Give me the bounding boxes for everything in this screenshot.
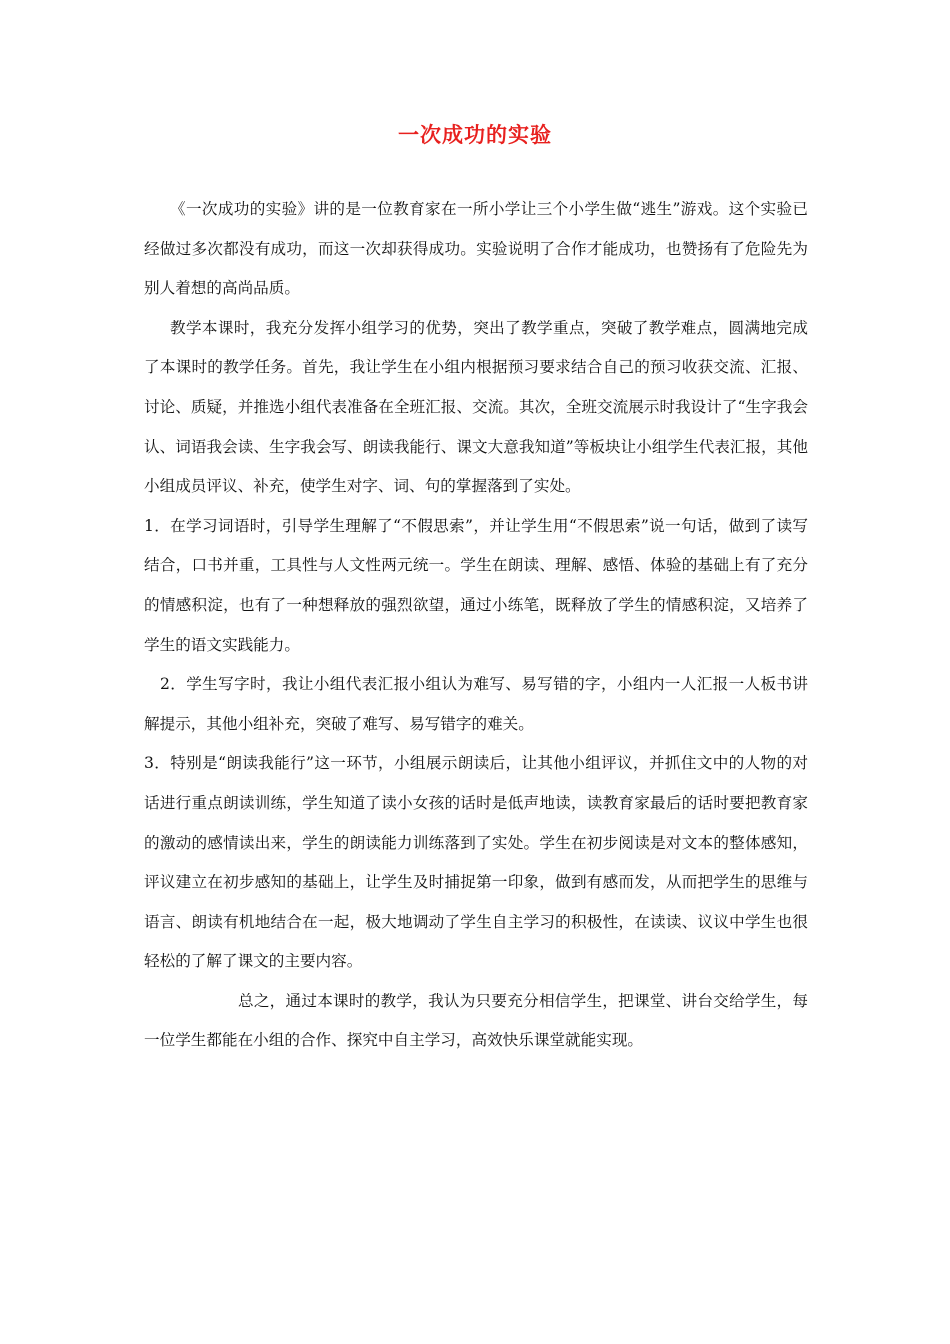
paragraph-point-3: 3．特别是“朗读我能行”这一环节，小组展示朗读后，让其他小组评议，并抓住文中的人物的对话进行重点朗读训练，学生知道了读小女孩的话时是低声地读，读教育家最后的话时要把教育家的激动的感情读出来，学生的朗读能力训练落到了实处。学生在初步阅读是对文本的整体感知，评议建立在初步感知的基础上，让学生及时捕捉第一印象，做到有感而发，从而把学生的思维与语言、朗读有机地结合在一起，极大地调动了学生自主学习的积极性，在读读、议议中学生也很轻松的了解了课文的主要内容。: [144, 754, 808, 971]
paragraph-point-1: 1．在学习词语时，引导学生理解了“不假思索”，并让学生用“不假思索”说一句话，做到了读写结合，口书并重，工具性与人文性两元统一。学生在朗读、理解、感悟、体验的基础上有了充分的情感积淀，也有了一种想释放的强烈欲望，通过小练笔，既释放了学生的情感积淀，又培养了学生的语文实践能力。: [144, 516, 808, 654]
document-title: 一次成功的实验: [398, 123, 552, 147]
document-body: [144, 190, 808, 1061]
paragraph-conclusion: 总之，通过本课时的教学，我认为只要充分相信学生，把课堂、讲台交给学生，每一位学生都能在小组的合作、探究中自主学习，高效快乐课堂就能实现。: [144, 991, 808, 1050]
paragraph-point-2: 2．学生写字时，我让小组代表汇报小组认为难写、易写错的字，小组内一人汇报一人板书讲解提示，其他小组补充，突破了难写、易写错字的难关。: [144, 675, 808, 733]
paragraph-teaching-summary: 教学本课时，我充分发挥小组学习的优势，突出了教学重点，突破了教学难点，圆满地完成了本课时的教学任务。首先，我让学生在小组内根据预习要求结合自己的预习收获交流、汇报、讨论、质疑，并推选小组代表准备在全班汇报、交流。其次，全班交流展示时我设计了“生字我会认、词语我会读、生字我会写、朗读我能行、课文大意我知道”等板块让小组学生代表汇报，其他小组成员评议、补充，使学生对字、词、句的掌握落到了实处。: [144, 318, 808, 496]
paragraph-intro: 《一次成功的实验》讲的是一位教育家在一所小学让三个小学生做“逃生”游戏。这个实验已经做过多次都没有成功，而这一次却获得成功。实验说明了合作才能成功，也赞扬有了危险先为别人着想的高尚品质。: [144, 200, 808, 298]
